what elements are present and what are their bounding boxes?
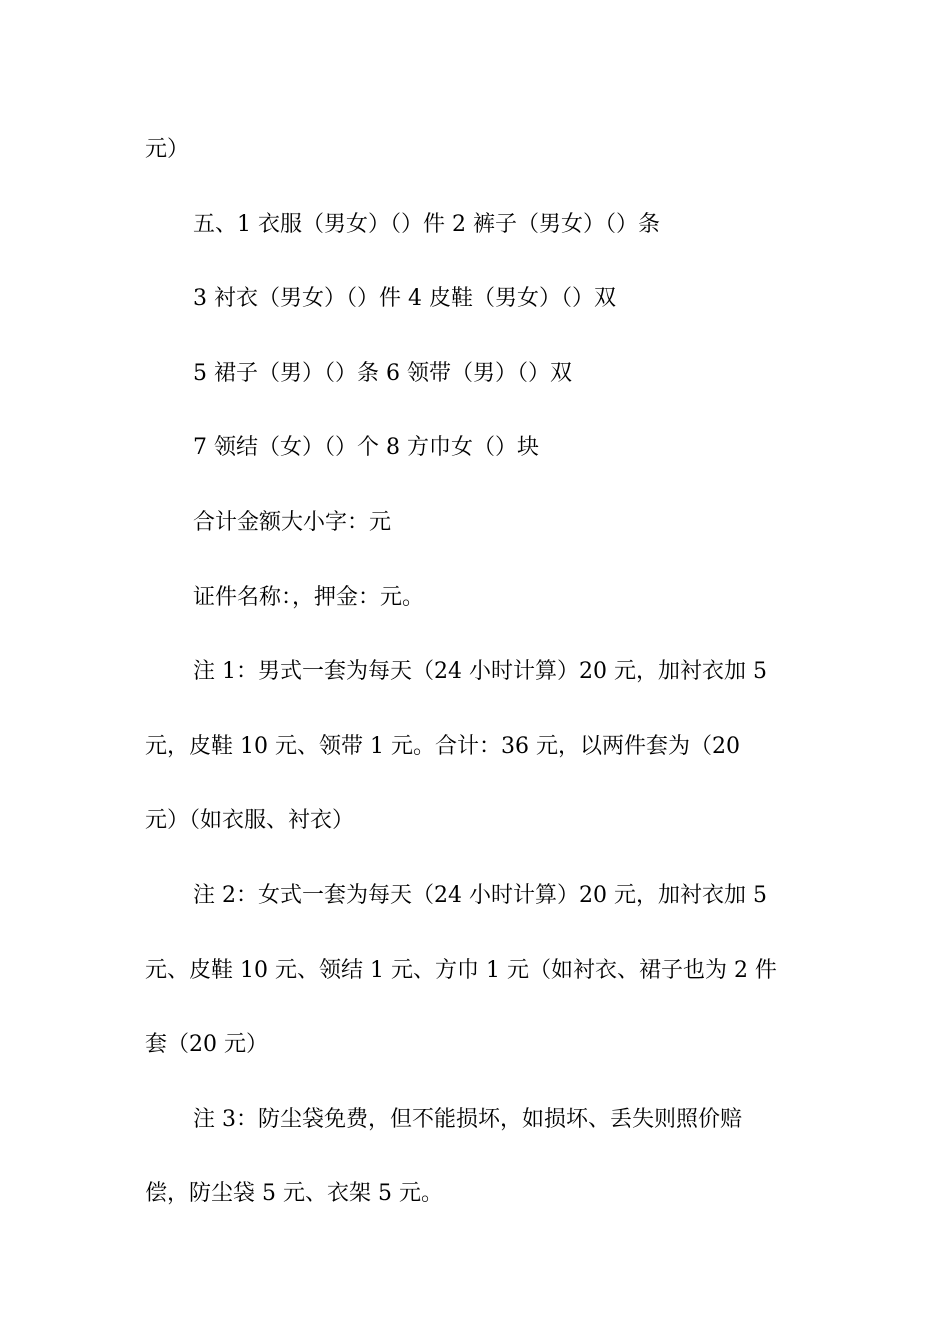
text-line: 注 2：女式一套为每天（24 小时计算）20 元，加衬衣加 5	[193, 882, 767, 908]
text-line: 元、皮鞋 10 元、领结 1 元、方巾 1 元（如衬衣、裙子也为 2 件	[145, 957, 777, 983]
text-line: 元）	[145, 137, 190, 162]
text-line: 元）（如衣服、衬衣）	[145, 808, 355, 834]
text-line: 5 裙子（男）（）条 6 领带（男）（）双	[193, 360, 572, 386]
text-line: 3 衬衣（男女）（）件 4 皮鞋（男女）（）双	[193, 286, 616, 312]
document-body	[145, 113, 807, 1232]
text-line: 7 领结（女）（）个 8 方巾女（）块	[193, 435, 539, 461]
text-line: 证件名称：，押金：元。	[193, 584, 425, 610]
text-line: 注 3：防尘袋免费，但不能损坏，如损坏、丢失则照价赔	[193, 1106, 742, 1132]
text-line: 注 1：男式一套为每天（24 小时计算）20 元，加衬衣加 5	[193, 659, 767, 685]
text-line: 合计金额大小字：元	[193, 509, 392, 535]
text-line: 五、1 衣服（男女）（）件 2 裤子（男女）（）条	[193, 211, 660, 237]
text-line: 套（20 元）	[145, 1032, 268, 1058]
text-line: 偿，防尘袋 5 元、衣架 5 元。	[145, 1181, 443, 1207]
text-line: 元，皮鞋 10 元、领带 1 元。合计：36 元，以两件套为（20	[145, 733, 740, 759]
